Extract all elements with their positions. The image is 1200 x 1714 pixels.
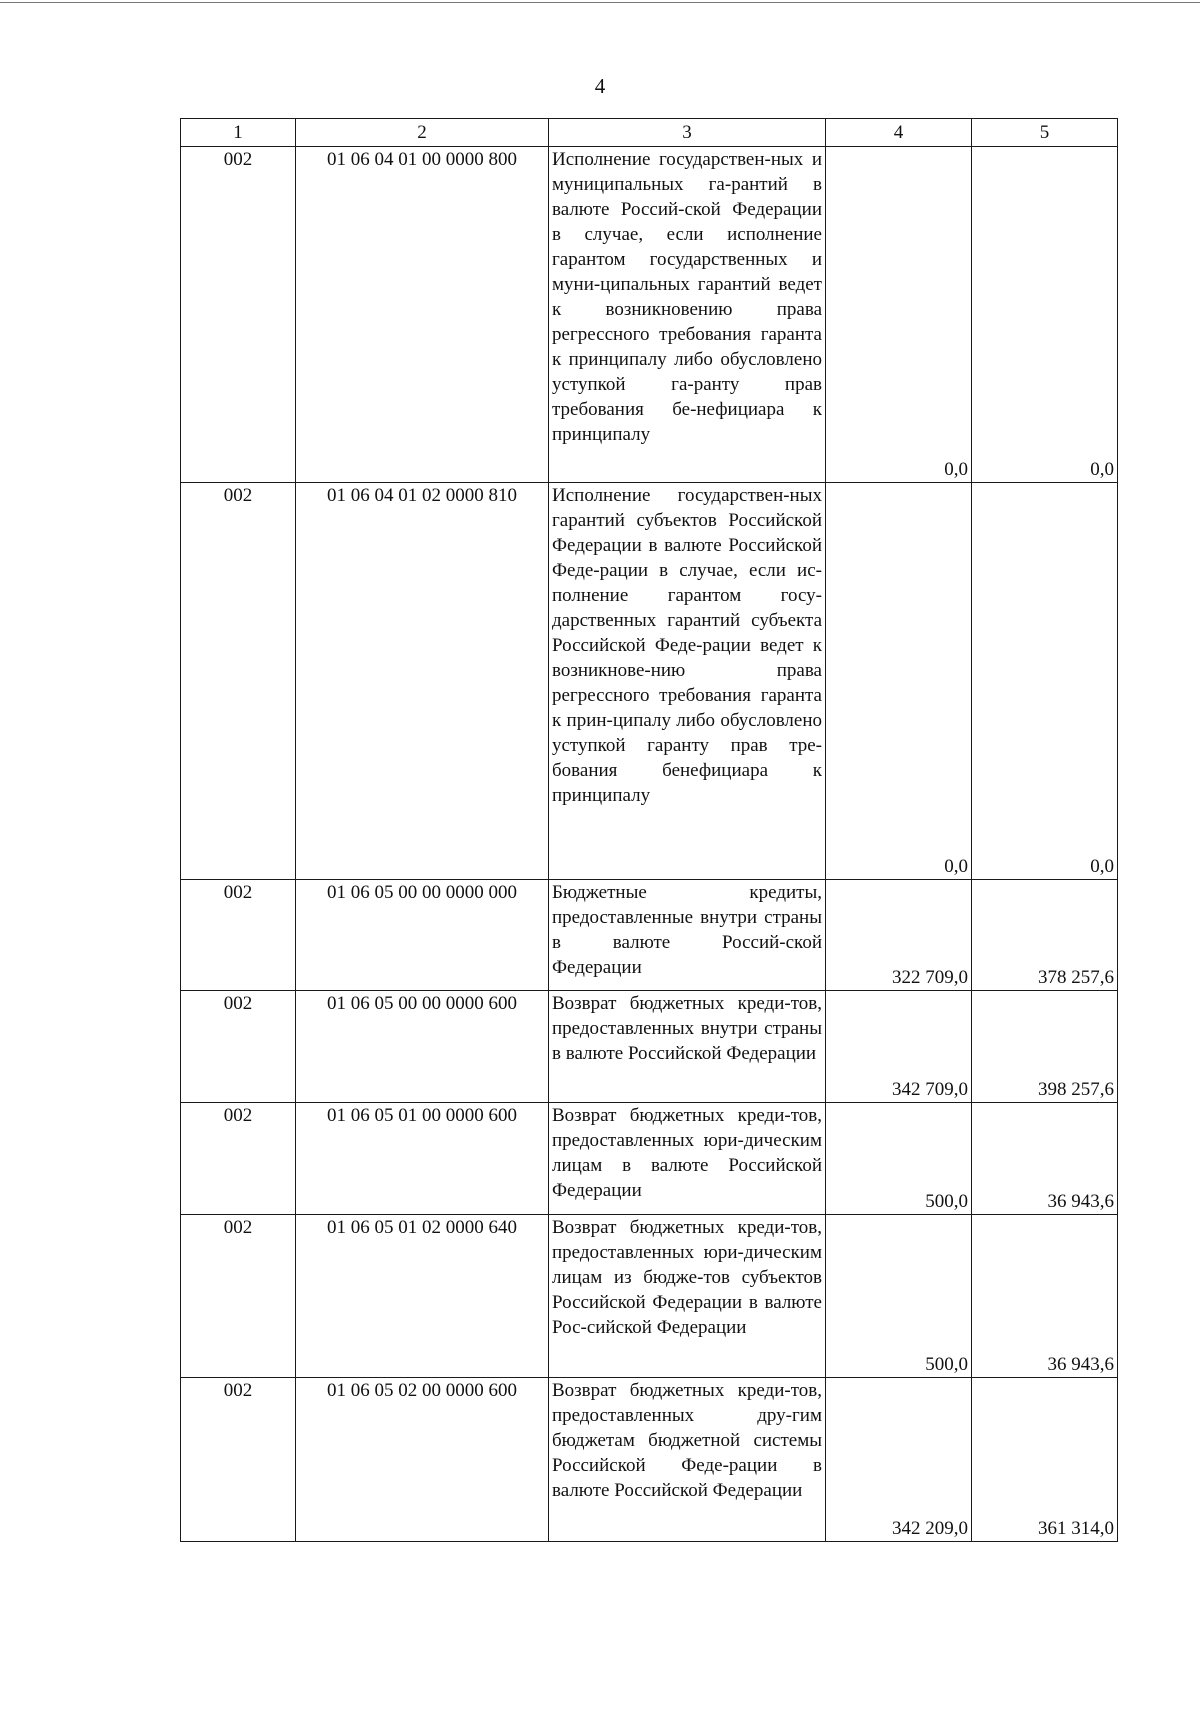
column-header-3: 3 bbox=[549, 119, 826, 147]
amount-cell-col4: 0,0 bbox=[826, 147, 972, 483]
table-row bbox=[181, 483, 1118, 880]
column-header-4: 4 bbox=[826, 119, 972, 147]
scan-top-rule bbox=[0, 2, 1200, 3]
budget-code-cell: 01 06 05 01 00 0000 600 bbox=[296, 1103, 549, 1215]
amount-cell-col4: 342 209,0 bbox=[826, 1378, 972, 1542]
amount-cell-col4: 500,0 bbox=[826, 1215, 972, 1378]
amount-cell-col5: 398 257,6 bbox=[972, 991, 1118, 1103]
column-number-row bbox=[181, 119, 1118, 147]
column-header-5: 5 bbox=[972, 119, 1118, 147]
budget-code-cell: 01 06 05 02 00 0000 600 bbox=[296, 1378, 549, 1542]
description-cell: Исполнение государствен-ных гарантий субъектов Российской Федерации в валюте Российской Феде-рации в случае, если ис-полнение гарантом госу-дарственных гарантий субъекта Российской Феде-рации ведет к возникнове-нию права регрессного требования гаранта к прин-ципалу либо обусловлено уступкой гаранту прав тре-бования бенефициара к принципалу bbox=[549, 483, 826, 880]
amount-cell-col5: 0,0 bbox=[972, 147, 1118, 483]
admin-code-cell: 002 bbox=[181, 483, 296, 880]
amount-cell-col4: 322 709,0 bbox=[826, 880, 972, 991]
amount-cell-col5: 0,0 bbox=[972, 483, 1118, 880]
amount-cell-col4: 500,0 bbox=[826, 1103, 972, 1215]
admin-code-cell: 002 bbox=[181, 880, 296, 991]
column-header-1: 1 bbox=[181, 119, 296, 147]
description-cell: Исполнение государствен-ных и муниципальных га-рантий в валюте Россий-ской Федерации в случае, если исполнение гарантом государственных и муни-ципальных гарантий ведет к возникновению права регрессного требования гаранта к принципалу либо обусловлено уступкой га-ранту прав требования бе-нефициара к принципалу bbox=[549, 147, 826, 483]
budget-sources-table bbox=[180, 118, 1118, 1542]
admin-code-cell: 002 bbox=[181, 147, 296, 483]
admin-code-cell: 002 bbox=[181, 991, 296, 1103]
table-row bbox=[181, 147, 1118, 483]
admin-code-cell: 002 bbox=[181, 1378, 296, 1542]
amount-cell-col5: 361 314,0 bbox=[972, 1378, 1118, 1542]
admin-code-cell: 002 bbox=[181, 1103, 296, 1215]
amount-cell-col5: 36 943,6 bbox=[972, 1215, 1118, 1378]
description-cell: Возврат бюджетных креди-тов, предоставленных юри-дическим лицам в валюте Российской Федерации bbox=[549, 1103, 826, 1215]
budget-code-cell: 01 06 05 00 00 0000 000 bbox=[296, 880, 549, 991]
table-row bbox=[181, 1103, 1118, 1215]
description-cell: Возврат бюджетных креди-тов, предоставленных юри-дическим лицам из бюдже-тов субъектов Российской Федерации в валюте Рос-сийской Федерации bbox=[549, 1215, 826, 1378]
budget-code-cell: 01 06 05 00 00 0000 600 bbox=[296, 991, 549, 1103]
amount-cell-col5: 36 943,6 bbox=[972, 1103, 1118, 1215]
description-cell: Бюджетные кредиты, предоставленные внутри страны в валюте Россий-ской Федерации bbox=[549, 880, 826, 991]
description-cell: Возврат бюджетных креди-тов, предоставленных внутри страны в валюте Российской Федерации bbox=[549, 991, 826, 1103]
page-number: 4 bbox=[594, 74, 606, 98]
budget-code-cell: 01 06 05 01 02 0000 640 bbox=[296, 1215, 549, 1378]
table-row bbox=[181, 880, 1118, 991]
amount-cell-col4: 0,0 bbox=[826, 483, 972, 880]
budget-code-cell: 01 06 04 01 00 0000 800 bbox=[296, 147, 549, 483]
budget-code-cell: 01 06 04 01 02 0000 810 bbox=[296, 483, 549, 880]
table-row bbox=[181, 1215, 1118, 1378]
amount-cell-col4: 342 709,0 bbox=[826, 991, 972, 1103]
description-cell: Возврат бюджетных креди-тов, предоставленных дру-гим бюджетам бюджетной системы Российской Феде-рации в валюте Российской Федерации bbox=[549, 1378, 826, 1542]
admin-code-cell: 002 bbox=[181, 1215, 296, 1378]
amount-cell-col5: 378 257,6 bbox=[972, 880, 1118, 991]
column-header-2: 2 bbox=[296, 119, 549, 147]
table-row bbox=[181, 1378, 1118, 1542]
table-row bbox=[181, 991, 1118, 1103]
